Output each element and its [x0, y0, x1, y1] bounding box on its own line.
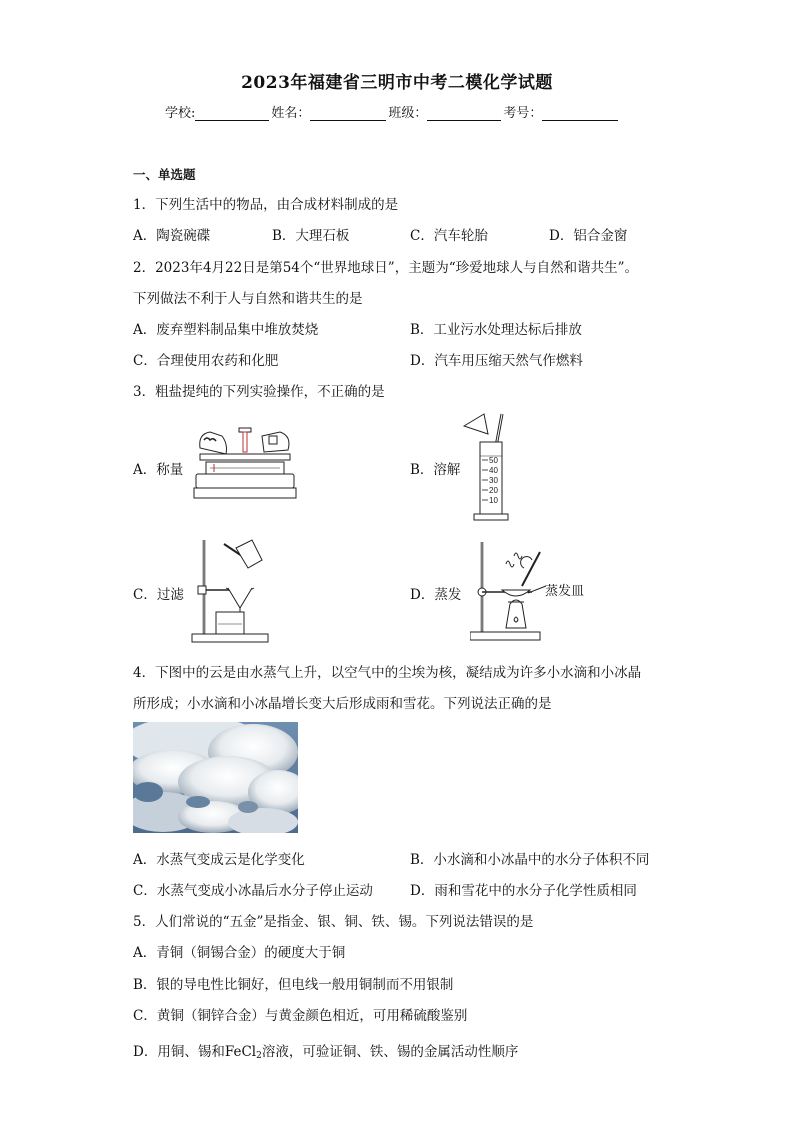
q5-option-d	[133, 1040, 518, 1061]
name-label: 姓名：	[271, 106, 311, 121]
q1-option-c: C．汽车轮胎	[410, 228, 488, 244]
q1-option-a: A．陶瓷碗碟	[133, 228, 211, 244]
q5-option-c: C．黄铜（铜锌合金）与黄金颜色相近，可用稀硫酸鉴别	[133, 1008, 468, 1024]
q2-option-d: D．汽车用压缩天然气作燃料	[410, 353, 583, 369]
q5-option-a: A．青铜（铜锡合金）的硬度大于铜	[133, 945, 346, 961]
q2-stem-line2: 下列做法不利于人与自然和谐共生的是	[133, 291, 363, 307]
section-heading: 一、单选题	[133, 167, 196, 182]
name-blank	[310, 106, 386, 121]
q5-option-d-suffix: 溶液，可验证铜、铁、锡的金属活动性顺序	[261, 1044, 519, 1060]
class-blank	[427, 106, 501, 121]
cylinder-tick-30: 30	[489, 476, 498, 485]
class-label: 班级：	[388, 106, 428, 121]
q2-option-a: A．废弃塑料制品集中堆放焚烧	[133, 322, 319, 338]
school-label: 学校:	[165, 106, 196, 121]
q2-option-c: C．合理使用农药和化肥	[133, 353, 279, 369]
q3-option-b: B．溶解	[410, 462, 461, 478]
label-pointer-line	[528, 584, 548, 594]
balance-scale-figure	[192, 424, 298, 502]
evaporating-dish-label: 蒸发皿	[545, 584, 585, 599]
school-blank	[195, 106, 269, 121]
cloud-photo	[133, 722, 298, 833]
q4-option-d: D．雨和雪花中的水分子化学性质相同	[410, 883, 637, 899]
formula-subscript: 2	[256, 1051, 262, 1061]
q4-option-a: A．水蒸气变成云是化学变化	[133, 852, 305, 868]
q4-option-b: B．小水滴和小冰晶中的水分子体积不同	[410, 852, 650, 868]
cylinder-tick-20: 20	[489, 486, 498, 495]
q3-option-a: A．称量	[133, 462, 184, 478]
q3-option-c: C．过滤	[133, 587, 184, 603]
q5-option-b: B．银的导电性比铜好，但电线一般用铜制而不用银制	[133, 977, 454, 993]
q4-option-c: C．水蒸气变成小冰晶后水分子停止运动	[133, 883, 373, 899]
fecl-text: FeCl	[224, 1044, 257, 1060]
exam-title: 2023年福建省三明市中考二模化学试题	[241, 73, 553, 93]
measuring-cylinder-figure	[462, 412, 514, 524]
q1-option-d: D．铝合金窗	[549, 228, 628, 244]
cylinder-tick-40: 40	[489, 466, 498, 475]
exam-no-blank	[542, 106, 618, 121]
filtration-figure	[190, 538, 280, 644]
q3-option-d: D．蒸发	[410, 587, 462, 603]
q2-stem-line1: 2．2023年4月22日是第54个“世界地球日”，主题为“珍爱地球人与自然和谐共生”。	[133, 260, 638, 276]
q5-stem: 5．人们常说的“五金”是指金、银、铜、铁、锡。下列说法错误的是	[133, 914, 534, 930]
student-info-row	[165, 102, 620, 121]
cylinder-tick-50: 50	[489, 456, 498, 465]
q5-option-d-prefix: D．用铜、锡和	[133, 1044, 225, 1060]
fecl2-formula	[225, 1044, 262, 1060]
cylinder-tick-10: 10	[489, 496, 498, 505]
q2-option-b: B．工业污水处理达标后排放	[410, 322, 582, 338]
q1-stem: 1．下列生活中的物品，由合成材料制成的是	[133, 197, 399, 213]
q3-stem: 3．粗盐提纯的下列实验操作，不正确的是	[133, 384, 385, 400]
q4-stem-line2: 所形成；小水滴和小冰晶增长变大后形成雨和雪花。下列说法正确的是	[133, 696, 552, 712]
q1-option-b: B．大理石板	[272, 228, 350, 244]
exam-no-label: 考号：	[503, 106, 543, 121]
q4-stem-line1: 4．下图中的云是由水蒸气上升，以空气中的尘埃为核，凝结成为许多小水滴和小冰晶	[133, 665, 642, 681]
